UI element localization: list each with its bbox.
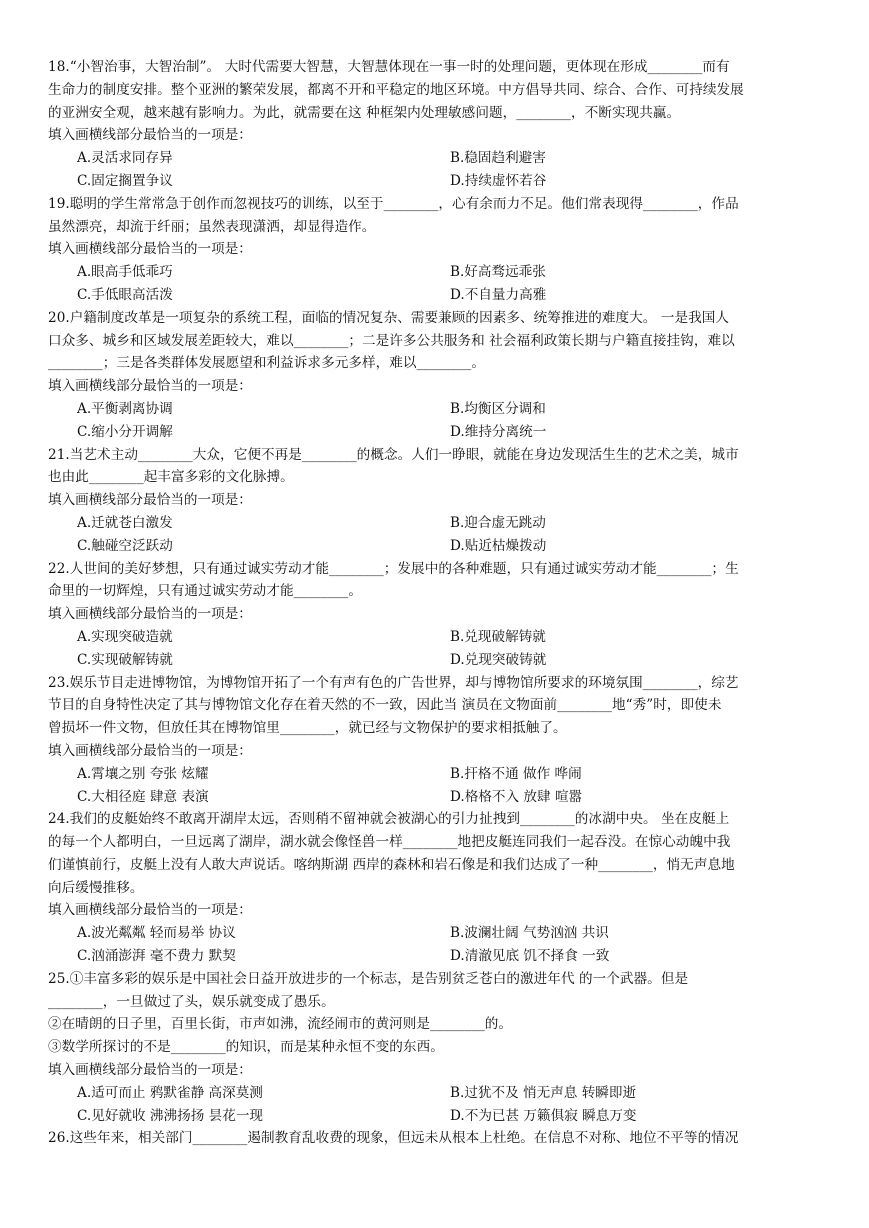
question-prompt: 填入画横线部分最恰当的一项是： bbox=[48, 241, 252, 258]
answer-option: D.不自量力高雅 bbox=[450, 286, 547, 303]
answer-option: A.灵活求同存异 bbox=[77, 150, 173, 167]
question-block bbox=[48, 307, 821, 444]
answer-option: C.手低眼高活泼 bbox=[77, 286, 173, 303]
question-text-line: 也由此________起丰富多彩的文化脉搏。 bbox=[48, 469, 294, 486]
question-text-line: 24.我们的皮艇始终不敢离开湖岸太远，否则稍不留神就会被湖心的引力扯拽到________的冰湖中央。 坐在皮艇上 bbox=[48, 811, 730, 828]
question-text-line: 口众多、城乡和区域发展差距较大，难以________；二是许多公共服务和 社会福利政策长期与户籍直接挂钩，难以 bbox=[48, 332, 735, 349]
answer-option: D.兑现突破铸就 bbox=[450, 651, 547, 668]
answer-option: D.格格不入 放肆 喧嚣 bbox=[450, 788, 583, 805]
answer-option: B.波澜壮阔 气势汹汹 共识 bbox=[450, 925, 609, 942]
answer-option: C.大相径庭 肆意 表演 bbox=[77, 788, 209, 805]
question-text-line: 曾损坏一件文物，但放任其在博物馆里________，就已经与文物保护的要求相抵触了。 bbox=[48, 720, 567, 737]
answer-option: B.过犹不及 悄无声息 转瞬即逝 bbox=[450, 1084, 637, 1101]
answer-option: D.持续虚怀若谷 bbox=[450, 172, 547, 189]
question-text-line: 22.人世间的美好梦想，只有通过诚实劳动才能________；发展中的各种难题，只有通过诚实劳动才能________；生 bbox=[48, 560, 739, 577]
answer-option: A.霄壤之别 夸张 炫耀 bbox=[77, 765, 209, 782]
question-text-line: 节目的自身特性决定了其与博物馆文化存在着天然的不一致，因此当 演员在文物面前________地“秀”时，即使未 bbox=[48, 697, 722, 714]
answer-options bbox=[48, 398, 821, 444]
question-text-line: 23.娱乐节目走进博物馆，为博物馆开拓了一个有声有色的广告世界，却与博物馆所要求的环境氛围________，综艺 bbox=[48, 674, 739, 691]
answer-option: D.不为已甚 万籁俱寂 瞬息万变 bbox=[450, 1107, 637, 1124]
question-text-line: 的亚洲安全观，越来越有影响力。为此，就需要在这 种框架内处理敏感问题，________，不断实现共赢。 bbox=[48, 104, 681, 121]
question-block bbox=[48, 558, 821, 672]
question-block bbox=[48, 968, 821, 1128]
question-text-line: 26.这些年来，相关部门________遏制教育乱收费的现象，但远未从根本上杜绝。在信息不对称、地位不平等的情况 bbox=[48, 1130, 739, 1147]
answer-option: A.迁就苍白激发 bbox=[77, 514, 173, 531]
answer-option: D.贴近枯燥拨动 bbox=[450, 537, 547, 554]
answer-option: A.适可而止 鸦默雀静 高深莫测 bbox=[77, 1084, 263, 1101]
answer-option: D.维持分离统一 bbox=[450, 423, 547, 440]
question-text-line: 向后缓慢推移。 bbox=[48, 879, 144, 896]
question-text-line: 21.当艺术主动________大众，它便不再是________的概念。人们一睁眼，就能在身边发现活生生的艺术之美，城市 bbox=[48, 446, 739, 463]
answer-option: B.好高骛远乖张 bbox=[450, 264, 546, 281]
question-block bbox=[48, 1127, 821, 1150]
question-block bbox=[48, 193, 821, 307]
answer-option: C.固定搁置争议 bbox=[77, 172, 173, 189]
answer-option: A.波光粼粼 轻而易举 协议 bbox=[77, 925, 236, 942]
question-block bbox=[48, 808, 821, 968]
answer-options bbox=[48, 1082, 821, 1128]
answer-option: C.见好就收 沸沸扬扬 昙花一现 bbox=[77, 1107, 264, 1124]
question-text-line: 18.“小智治事，大智治制”。 大时代需要大智慧，大智慧体现在一事一时的处理问题，更体现在形成________而有 bbox=[48, 59, 730, 75]
question-text-line: ③数学所探讨的不是________的知识，而是某种永恒不变的东西。 bbox=[48, 1039, 444, 1056]
answer-option: A.眼高手低乖巧 bbox=[77, 264, 173, 281]
answer-option: B.稳固趋利避害 bbox=[450, 150, 546, 167]
answer-option: B.均衡区分调和 bbox=[450, 400, 546, 417]
answer-option: C.汹涌澎湃 毫不费力 默契 bbox=[77, 948, 236, 965]
question-text-line: ②在晴朗的日子里，百里长街，市声如沸，流经闹市的黄河则是________的。 bbox=[48, 1016, 513, 1033]
question-prompt: 填入画横线部分最恰当的一项是： bbox=[48, 492, 252, 509]
question-text-line: 25.①丰富多彩的娱乐是中国社会日益开放进步的一个标志，是告别贫乏苍白的激进年代 的一个武器。但是 bbox=[48, 970, 689, 987]
answer-option: B.迎合虚无跳动 bbox=[450, 514, 546, 531]
question-text-line: ________；三是各类群体发展愿望和利益诉求多元多样，难以________。 bbox=[48, 355, 485, 372]
answer-options bbox=[48, 261, 821, 307]
question-prompt: 填入画横线部分最恰当的一项是： bbox=[48, 378, 252, 395]
answer-options bbox=[48, 512, 821, 558]
question-text-line: 生命力的制度安排。整个亚洲的繁荣发展，都离不开和平稳定的地区环境。中方倡导共同、综合、合作、可持续发展 bbox=[48, 81, 744, 98]
question-prompt: 填入画横线部分最恰当的一项是： bbox=[48, 1062, 252, 1079]
answer-option: A.实现突破造就 bbox=[77, 628, 173, 645]
question-block bbox=[48, 56, 821, 193]
answer-option: D.清澈见底 饥不择食 一致 bbox=[450, 948, 610, 965]
question-prompt: 填入画横线部分最恰当的一项是： bbox=[48, 127, 252, 144]
answer-option: B.扞格不通 做作 哗闹 bbox=[450, 765, 582, 782]
question-block bbox=[48, 672, 821, 809]
question-prompt: 填入画横线部分最恰当的一项是： bbox=[48, 902, 252, 919]
question-text-line: 20.户籍制度改革是一项复杂的系统工程，面临的情况复杂、需要兼顾的因素多、统筹推进的难度大。 一是我国人 bbox=[48, 309, 730, 326]
question-text-line: 命里的一切辉煌，只有通过诚实劳动才能________。 bbox=[48, 583, 363, 600]
question-text-line: 虽然漂亮，却流于纤丽；虽然表现潇洒，却显得造作。 bbox=[48, 218, 376, 235]
answer-option: C.缩小分开调解 bbox=[77, 423, 173, 440]
question-text-line: 们谨慎前行，皮艇上没有人敢大声说话。喀纳斯湖 西岸的森林和岩石像是和我们达成了一种________，悄无声息地 bbox=[48, 856, 735, 873]
answer-options bbox=[48, 626, 821, 672]
answer-option: A.平衡剥离协调 bbox=[77, 400, 173, 417]
answer-option: B.兑现破解铸就 bbox=[450, 628, 546, 645]
answer-options bbox=[48, 147, 821, 193]
answer-option: C.实现破解铸就 bbox=[77, 651, 173, 668]
question-text-line: ________，一旦做过了头，娱乐就变成了愚乐。 bbox=[48, 993, 335, 1010]
question-block bbox=[48, 444, 821, 558]
question-text-line: 的每一个人都明白，一旦远离了湖岸，湖水就会像怪兽一样________地把皮艇连同我们一起吞没。在惊心动魄中我 bbox=[48, 834, 731, 851]
answer-option: C.触碰空泛跃动 bbox=[77, 537, 173, 554]
answer-options bbox=[48, 922, 821, 968]
answer-options bbox=[48, 763, 821, 809]
question-prompt: 填入画横线部分最恰当的一项是： bbox=[48, 742, 252, 759]
question-text-line: 19.聪明的学生常常急于创作而忽视技巧的训练，以至于________，心有余而力不足。他们常表现得________，作品 bbox=[48, 195, 739, 212]
question-prompt: 填入画横线部分最恰当的一项是： bbox=[48, 606, 252, 623]
